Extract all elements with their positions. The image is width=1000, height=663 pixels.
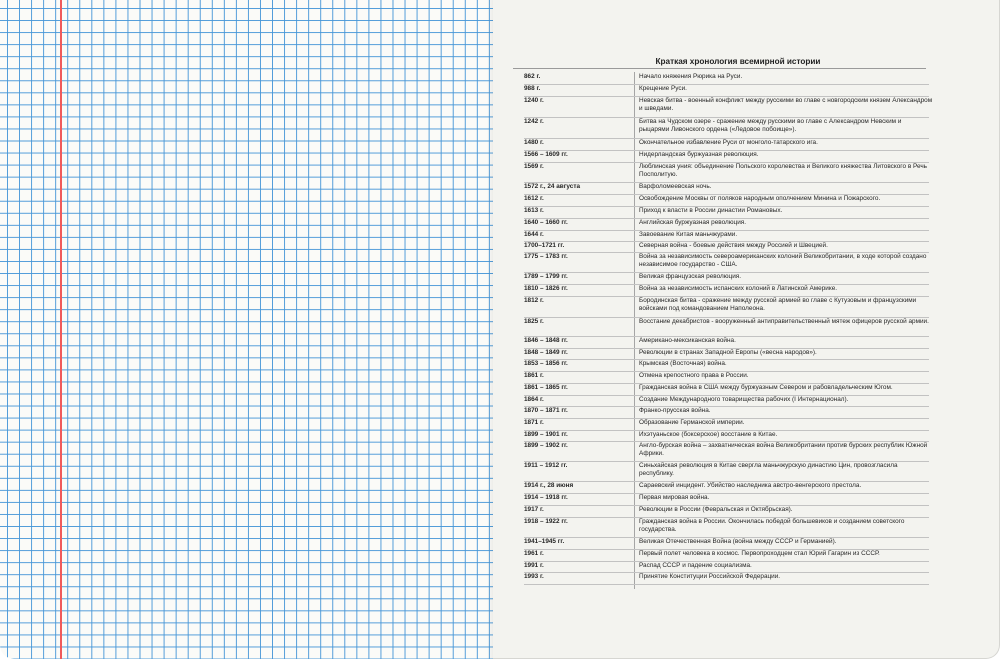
row-event: Сараевский инцидент. Убийство наследника австро-венгерского престола. xyxy=(639,482,862,489)
row-event: Люблинская уния: объединение Польского королевства и Великого княжества Литовского в Речь Посполитую. xyxy=(639,163,927,179)
row-date: 1961 г. xyxy=(524,550,544,557)
row-date: 1848 – 1849 гг. xyxy=(524,349,568,356)
row-date: 1993 г. xyxy=(524,573,544,580)
row-event: Образование Германской империи. xyxy=(639,419,745,426)
row-event: Крымская (Восточная) война. xyxy=(639,360,727,367)
row-event: Принятие Конституции Российской Федерации. xyxy=(639,573,781,580)
grid-page xyxy=(0,0,493,659)
row-date: 1612 г. xyxy=(524,195,544,202)
row-event: Бородинская битва - сражение между русской армией во главе с Кутузовым и французскими войсками под командованием Наполеона. xyxy=(639,297,917,313)
row-event: Революции в странах Западной Европы («весна народов»). xyxy=(639,349,817,356)
row-date: 1991 г. xyxy=(524,562,544,569)
row-event: Начало княжения Рюрика на Руси. xyxy=(639,73,743,80)
chronology-page xyxy=(493,0,1000,659)
row-date: 1775 – 1783 гг. xyxy=(524,253,568,260)
row-date: 1240 г. xyxy=(524,97,544,104)
row-event: Американо-мексиканская война. xyxy=(639,337,736,344)
row-event: Создание Международного товарищества рабочих (I Интернационал). xyxy=(639,396,849,403)
row-date: 1918 – 1922 гг. xyxy=(524,518,568,525)
row-date: 1871 г. xyxy=(524,419,544,426)
row-event: Первый полет человека в космос. Первопроходцем стал Юрий Гагарин из СССР. xyxy=(639,550,880,557)
row-date: 1480 г. xyxy=(524,139,544,146)
row-date: 1861 г. xyxy=(524,372,544,379)
row-event: Крещение Руси. xyxy=(639,85,687,92)
row-date: 1899 – 1901 гг. xyxy=(524,431,568,438)
row-date: 1640 – 1660 гг. xyxy=(524,219,568,226)
row-event: Отмена крепостного права в России. xyxy=(639,372,749,379)
row-date: 1914 г., 28 июня xyxy=(524,482,574,489)
row-date: 1870 – 1871 гг. xyxy=(524,407,568,414)
row-event: Освобождение Москвы от поляков народным ополчением Минина и Пожарского. xyxy=(639,195,881,202)
row-event: Северная война - боевые действия между Россией и Швецией. xyxy=(639,242,828,249)
page-title: Краткая хронология всемирной истории xyxy=(655,57,821,66)
row-date: 1941–1945 гг. xyxy=(524,538,565,545)
row-event: Английская буржуазная революция. xyxy=(639,219,747,226)
row-date: 1812 г. xyxy=(524,297,544,304)
title-rule xyxy=(513,68,926,69)
row-event: Завоевание Китая маньчжурами. xyxy=(639,231,738,238)
row-date: 862 г. xyxy=(524,73,541,80)
row-event: Нидерландская буржуазная революция. xyxy=(639,151,759,158)
row-date: 1914 – 1918 гг. xyxy=(524,494,568,501)
row-event: Гражданская война в США между буржуазным Севером и рабовладельческим Югом. xyxy=(639,384,893,391)
row-event: Великая французская революция. xyxy=(639,273,741,280)
row-date: 1861 – 1865 гг. xyxy=(524,384,568,391)
row-date: 1613 г. xyxy=(524,207,544,214)
row-date: 1911 – 1912 гг. xyxy=(524,462,568,469)
row-date: 1864 г. xyxy=(524,396,544,403)
row-date: 1566 – 1609 гг. xyxy=(524,151,568,158)
row-date: 1242 г. xyxy=(524,118,544,125)
row-date: 1899 – 1902 гг. xyxy=(524,442,568,449)
row-date: 1825 г. xyxy=(524,318,544,325)
row-event: Великая Отечественная Война (война между СССР и Германией). xyxy=(639,538,837,545)
row-rule xyxy=(524,584,929,585)
row-date: 1853 – 1856 гг. xyxy=(524,360,568,367)
row-event: Революции в России (Февральская и Октябрьская). xyxy=(639,506,793,513)
row-event: Франко-прусская война. xyxy=(639,407,711,414)
row-event: Восстание декабристов - вооруженный антиправительственный мятеж офицеров русской армии. xyxy=(639,318,929,325)
row-event: Война за независимость североамериканских колоний Великобритании, в ходе которой создано независимое государство - США. xyxy=(639,253,927,269)
row-date: 1917 г. xyxy=(524,506,544,513)
row-event: Ихэтуаньское (боксерское) восстание в Китае. xyxy=(639,431,778,438)
row-date: 1644 г. xyxy=(524,231,544,238)
row-event: Война за независимость испанских колоний в Латинской Америке. xyxy=(639,285,838,292)
row-event: Гражданская война в России. Окончилась победой большевиков и созданием советского государства. xyxy=(639,518,905,534)
row-event: Приход к власти в России династии Романовых. xyxy=(639,207,783,214)
row-date: 1846 – 1848 гг. xyxy=(524,337,568,344)
row-event: Распад СССР и падение социализма. xyxy=(639,562,752,569)
row-date: 988 г. xyxy=(524,85,541,92)
row-date: 1789 – 1799 гг. xyxy=(524,273,568,280)
row-event: Невская битва - военный конфликт между русскими во главе с новгородским князем Александром и шведами. xyxy=(639,97,933,113)
row-event: Первая мировая война. xyxy=(639,494,710,501)
row-date: 1569 г. xyxy=(524,163,544,170)
row-event: Варфоломеевская ночь. xyxy=(639,183,712,190)
row-event: Англо-бурская война – захватническая война Великобритании против бурских республик Южной Африки. xyxy=(639,442,928,458)
row-date: 1810 – 1826 гг. xyxy=(524,285,568,292)
row-event: Битва на Чудском озере - сражение между русскими во главе с Александром Невским и рыцарями Ливонского ордена («Ледовое побоище»). xyxy=(639,118,902,134)
margin-line xyxy=(60,0,62,659)
row-event: Синьхайская революция в Китае свергла маньчжурскую династию Цин, провозгласила республику. xyxy=(639,462,898,478)
row-date: 1700–1721 гг. xyxy=(524,242,565,249)
row-date: 1572 г., 24 августа xyxy=(524,183,581,190)
row-event: Окончательное избавление Руси от монголо-татарского ига. xyxy=(639,139,818,146)
